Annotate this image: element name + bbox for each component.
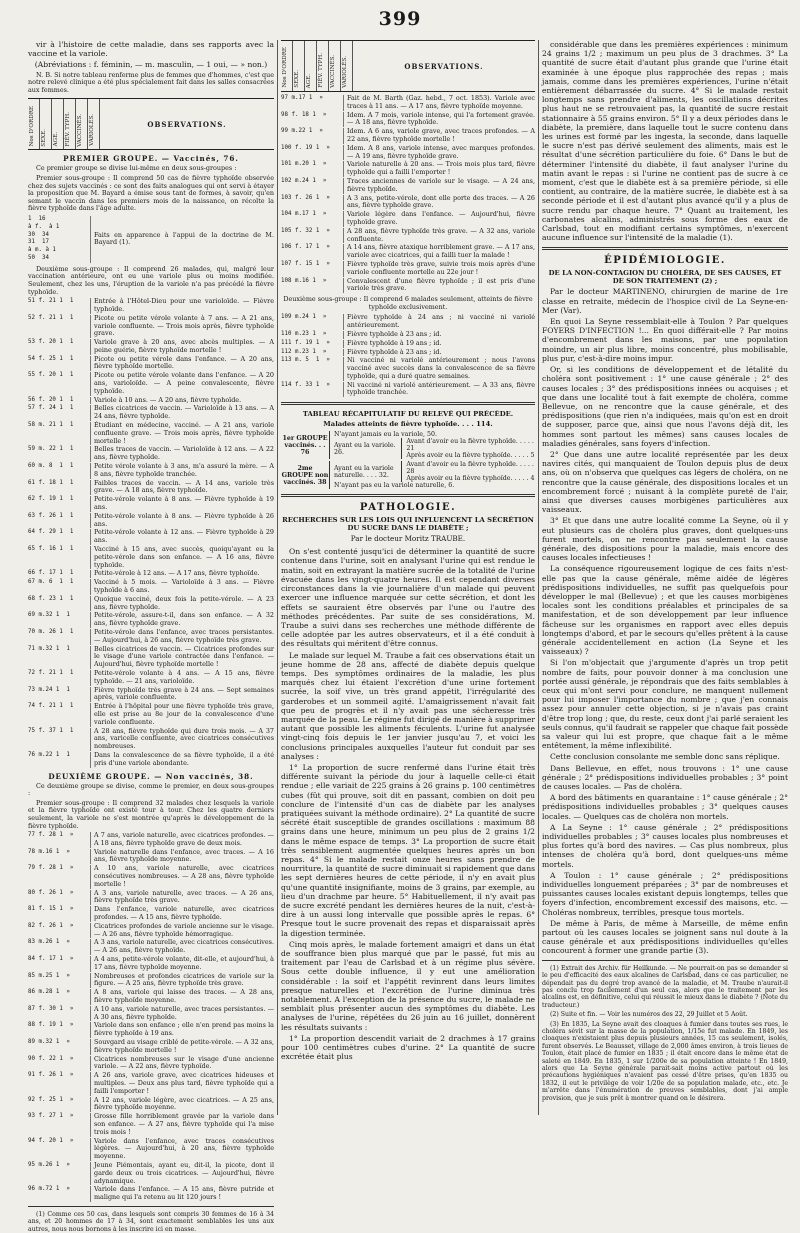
footnote: (3) En 1835, La Seyne avait des cloaques à fumier dans toutes ses rues, le choléra sévit sur la masse de la population, 1/15e fut malade. En 1849, les cloaques n'existaient plus depuis plusieurs années, 15 cas seulement, isolés, furent observés. Le Beausset, village de 2,000 âmes environ, à trois lieues de Toulon, était placé de fumier en 1835 ; il était encore dans le même état de saleté en 1849. En 1835, 1 sur 1/200e de sa population atteinte ! En 1849, alors que La Seyne générale parait-sait moins active partout où les précautions hygiéniques n'avaient pas cessé d'être prises, qu'en 1835 ou 1832, il eut le privilège de voir 1/20e de sa population malade, etc., etc. Je m'arrête dans l'énumération de preuves semblables, dont j'ai ample provision, que je suis prêt à montrer quand on le désirera. [542, 1020, 788, 1102]
header-cell: FIÈV. TYPH. [64, 99, 76, 149]
table-row [28, 646, 274, 669]
case-label: 112 m.23 1 » [281, 349, 344, 357]
header-observations: OBSERVATIONS. [147, 119, 227, 129]
column-rule [277, 40, 278, 1115]
article-body [542, 317, 788, 956]
table-row [28, 629, 274, 645]
case-label: 72 f. 21 1 1 [28, 670, 91, 686]
group-intro: Ce premier groupe se divise lui-même en deux sous-groupes : [36, 164, 237, 173]
case-label: 101 m.20 1 » [281, 161, 344, 177]
case-observation: Variole naturelle à 20 ans. — Trois mois plus tard, fièvre typhoïde qui a failli l'emporter ! [347, 160, 535, 177]
table-row [281, 128, 535, 144]
case-observation: Faibles traces de vaccin. — A 14 ans, variole très grave. — A 18 ans, fièvre typhoïde. [94, 478, 274, 495]
article-title: DE LA NON-CONTAGION DU CHOLÉRA, DE SES CAUSES, ET DE SON TRAITEMENT (2) ; [548, 269, 782, 286]
case-label: 54 f. 25 1 1 [28, 356, 91, 372]
table-row [28, 1022, 274, 1038]
case-observation: Cicatrices profondes de variole ancienne sur le visage. — A 26 ans, fièvre typhoïde hémorragique. [94, 921, 274, 938]
case-observation: Petite-vérole à 12 ans. — A 17 ans, fièvre typhoïde. [94, 569, 260, 578]
divider [542, 247, 788, 250]
recap-line: Ayant eu la variole. 26. [334, 441, 396, 456]
case-observation: Petite-vérole volante à 4 ans. — A 15 ans, fièvre typhoïde. — 21 ans, varioloïde. [94, 668, 274, 685]
case-observation: Petite-vérole volante à 8 ans. — Fièvre typhoïde à 26 ans. [94, 511, 274, 528]
table-row [281, 278, 535, 294]
case-label: 67 m. 6 1 1 [28, 579, 91, 595]
table-row [28, 463, 274, 479]
header-cell: Nos D'ORDRE [28, 99, 40, 149]
case-observation: Ni vacciné ni variolé antérieurement ; nous l'avons vacciné avec succès dans la convalescence de sa fièvre typhoïde, qui a duré quatre semaines. [347, 356, 535, 380]
recap-table [281, 431, 535, 489]
case-observation: A 3 ans, petite-vérole, dont elle porte des traces. — A 26 ans, fièvre typhoïde grave. [347, 193, 535, 210]
case-observation: Idem. A 7 mois, variole intense, qui l'a fortement gravée. — A 18 ans, fièvre typhoïde. [347, 110, 535, 127]
case-label: 58 m. 21 1 1 [28, 422, 91, 445]
paragraph: A La Seyne : 1° cause générale ; 2° prédispositions individuelles probables ; 3° causes locales plus nombreuses et plus fortes qu'à bord des navires. — Cas plus nombreux, plus intenses de choléra qu'à bord, dont quelques-uns même mortels. [542, 822, 788, 869]
group-intro: Ce deuxième groupe se divise, comme le premier, en deux sous-groupes : [28, 781, 274, 798]
divider [542, 960, 788, 961]
table-row [281, 261, 535, 277]
table-row [281, 382, 535, 398]
table-row [281, 178, 535, 194]
paragraph: Le malade sur lequel M. Traube a fait ces observations était un jeune homme de 28 ans, affecté de diabète depuis quelque temps. Des symptômes ordinaires de la maladie, les plus marqués chez lui étaient l'excrétion d'une urine fortement sucrée, la soif vive, un très grand appétit, l'irrégularité des garderobes et un sommeil agité. L'amaigrissement n'avait fait que peu de progrès et il n'y avait pas une sécheresse très marquée de la peau. Le régime fut dirigé de manière à supprimer autant que possible les aliments féculents. L'urine fut analysée vingt-cinq fois depuis le 1er janvier jusqu'au 7, et voici les conclusions principales auxquelles l'auteur fut conduit par ses analyses : [281, 650, 535, 761]
case-label: 62 f. 19 1 1 [28, 496, 91, 512]
paragraph: Cinq mois après, le malade fortement amaigri et dans un état de souffrance bien plus marqué que par le passé, fut mis au traitement par l'eau de Carlsbad et à un régime plus sévère. Sous cette double influence, il y eut une amélioration considérable : la soif et l'appétit revinrent dans leurs limites presque naturelles et l'excrétion de l'urine diminua très notablement. A l'exception de la présence du sucre, le malade ne semblait plus présenter aucun des symptômes du diabète. Les analyses de l'urine, répétées du 26 juin au 16 juillet, donnèrent les résultats suivants : [281, 939, 535, 1032]
case-label: 60 m. 8 1 1 [28, 463, 91, 479]
table-row [281, 228, 535, 244]
case-label: 88 f. 19 1 » [28, 1022, 91, 1038]
page-number: 399 [378, 8, 422, 30]
case-label: 82 f. 26 1 » [28, 923, 91, 939]
case-observation: A 8 ans, variole qui laisse des traces. — A 28 ans, fièvre typhoïde moyenne. [94, 988, 274, 1005]
case-observation: Picote ou petite vérole volante à 7 ans. — A 21 ans, variole confluente. — Trois mois après, fièvre typhoïde grave. [94, 313, 274, 338]
case-label: 63 f. 26 1 1 [28, 513, 91, 529]
case-list [28, 298, 274, 767]
case-label: 86 m.28 1 » [28, 989, 91, 1005]
paragraph: On s'est contenté jusqu'ici de déterminer la quantité de sucre contenue dans l'urine, soit en analysant l'urine qui est rendue le matin, soit en extrayant la matière sucrée de la totalité de l'urine évacuée dans les vingt-quatre heures. Il est cependant diverses circonstances dans la vie journalière d'un malade qui peuvent exercer une influence marquée sur cette sécrétion, et dont les effets se sauraient être observés par l'une ou l'autre des méthodes précédentes. Par suite de ses considérations, M. Traube a suivi dans ses recherches une méthode différente de celle adoptée par les autres observateurs, et il a été conduit à des résultats qui méritent d'être connus. [281, 547, 535, 649]
case-observation: Quoique vacciné, deux fois la petite-vérole. — A 23 ans, fièvre typhoïde. [94, 594, 274, 611]
case-observation: Fièvre typhoïde à 23 ans ; id. [347, 329, 442, 338]
case-label: 105 f. 32 1 » [281, 228, 344, 244]
case-observation: Cicatrices nombreuses sur le visage d'une ancienne variole. — A 22 ans, fièvre typhoïde. [94, 1054, 274, 1071]
header-observations: OBSERVATIONS. [404, 61, 484, 71]
divider [28, 1206, 274, 1207]
case-label: 85 m.25 1 » [28, 973, 91, 989]
case-observation: Entrée à l'hôpital pour une fièvre typhoïde très grave, elle est prise au 8e jour de la convalescence d'une variole confluente. [94, 702, 274, 726]
footnote: (1) Extrait des Archiv. für Heilkunde. — Ne pourrait-on pas se demander si le peu d'efficacité des eaux alcalines de Carlsbad, dans ce cas particulier, ne dépendait pas du degré trop avancé de la maladie, et M. Traube n'aurait-il pas conclu trop facilement d'un seul cas, alors que le traitement par les alcalins est, en définitive, celui qui réussit le mieux dans le diabète ? (Note du traducteur.) [542, 964, 788, 1009]
case-label: 74 f. 21 1 1 [28, 703, 91, 726]
table-row [28, 579, 274, 595]
case-label: 97 m.17 1 » [281, 95, 344, 111]
case-observation: Variole légère dans l'enfance. — Aujourd'hui, fièvre typhoïde grave. [347, 210, 535, 226]
case-observation: Dans la convalescence de sa fièvre typhoïde, il a été pris d'une variole abondante. [94, 750, 274, 767]
case-label: 73 m.24 1 1 [28, 687, 91, 703]
case-label: 113 m. 5 1 » [281, 357, 344, 380]
paragraph: 2° Que dans une autre localité représentée par les deux navires cités, qui manquaient de Toulon depuis plus de deux ans, où on n'observa que quelques cas légers de choléra, on ne rencontre que la cause générale, des dispositions locales et un encombrement forcé ; nuisant à la complète pureté de l'air, ainsi que diverses causes morbigènes particulières aux vaisseaux. [542, 449, 788, 515]
table-row [281, 357, 535, 380]
case-label: 93 f. 27 1 » [28, 1113, 91, 1136]
article-byline: Par le docteur Moritz TRAUBE. [350, 534, 466, 544]
table-row [28, 989, 274, 1005]
paragraph: De même à Paris, de même à Marseille, de même enfin partout où les causes locales se joignent sans nul doute à la cause générale et aux prédispositions individuelles qu'elles concourent à former une grande partie (3). [542, 918, 788, 956]
table-row [281, 244, 535, 260]
case-observation: Fièvre typhoïde très grave à 24 ans. — Sept semaines après, variole confluente. [94, 685, 274, 702]
table-row [28, 1039, 274, 1055]
case-label: 103 f. 26 1 » [281, 195, 344, 211]
table-row [28, 1097, 274, 1113]
case-observation: Idem. A 8 ans, variole intense, avec marques profondes. — A 19 ans, fièvre typhoïde grave. [347, 143, 535, 160]
footnote: (2) Suite et fin. — Voir les numéros des 22, 29 Juillet et 5 Août. [550, 1011, 748, 1019]
table-row [281, 331, 535, 339]
case-observation: Belles cicatrices de vaccin. — Cicatrices profondes sur le visage d'une variole contractée dans l'enfance. — Aujourd'hui, fièvre typhoïde mortelle ! [94, 644, 274, 669]
case-observation: A 3 ans, variole naturelle, avec cicatrices consécutives. — A 26 ans, fièvre typhoïde. [94, 938, 274, 955]
recap-line: Ayant eu la variole naturelle. . . . 32. [334, 464, 394, 479]
nb-note: N. B. Si notre tableau renferme plus de femmes que d'hommes, c'est que notre relevé clinique a été plus spécialement fait dans les salles consacrées aux femmes. [28, 70, 274, 94]
case-observation: A 12 ans, variole légère, avec cicatrices. — A 25 ans, fièvre typhoïde moyenne. [94, 1095, 274, 1112]
case-observation: Étudiant en médecine, vacciné. — A 21 ans, variole confluente grave. — Trois mois après, fièvre typhoïde mortelle ! [94, 421, 274, 445]
table-row [281, 349, 535, 357]
case-label: 69 m.32 1 1 [28, 612, 91, 628]
header-cell: VACCINÉS. [76, 99, 88, 149]
recap-line: Après avoir eu la fièvre typhoïde. . . . . 4 [406, 475, 535, 483]
table-row [28, 752, 274, 768]
case-observation: Grosse fille horriblement gravée par la variole dans son enfance. — A 27 ans, fièvre typhoïde qui l'a mise trois mois ! [94, 1112, 274, 1136]
table-row [28, 849, 274, 865]
table-row [28, 906, 274, 922]
case-observation: A 10 ans, variole naturelle, avec cicatrices consécutives nombreuses. — A 28 ans, fièvre typhoïde mortelle ! [94, 864, 274, 888]
case-label: 70 m. 26 1 1 [28, 629, 91, 645]
subgroup-text: Premier sous-groupe : Il comprend 32 malades chez lesquels la variole et la fièvre typhoïde ont existé tour à tour. Chez les quatre derniers seulement, la variole ne s'est montrée qu'après le développement de la fièvre typhoïde. [28, 798, 274, 830]
section-title: PATHOLOGIE. [359, 502, 457, 514]
case-observation: Traces anciennes de variole sur le visage. — A 24 ans, fièvre typhoïde. [347, 176, 535, 193]
table-row [28, 1006, 274, 1022]
table-row [28, 496, 274, 512]
case-observation: Vacciné à 15 ans, avec succès, quoiqu'ayant eu la petite-vérole dans son enfance. — A 16 ans, fièvre typhoïde. [94, 545, 274, 569]
table-row [28, 315, 274, 338]
subgroup-text: Premier sous-groupe : Il comprend 50 cas de fièvre typhoïde observée chez des sujets vaccinés : ce sont des faits analogues qui ont servi à étayer la proposition que M. Bayard a émise sous tant de formes, à savoir, qu'en semant le vaccin dans les premiers mois de la naissance, on récolte la fièvre typhoïde dans l'âge adulte. [28, 173, 274, 213]
table-row [28, 1138, 274, 1161]
table-row [28, 356, 274, 372]
case-label: 90 f. 22 1 » [28, 1056, 91, 1072]
paragraph: 1° La proportion de sucre renfermé dans l'urine était très différente suivant la période du jour à laquelle celle-ci était rendue ; elle variait de 225 grains à 26 grains p. 100 centimètres cubes (fût qui prouve, soit dit en passant, combien on doit peu conclure de l'intensité d'un cas de diabète par les analyses pratiquées suivant la méthode ordinaire). 2° La quantité de sucre sécrété était susceptible de grandes oscillations : maximum 88 grains dans une heure, minimum un peu plus de 2 grains 1/2 dans le même espace de temps. 3° La proportion de sucre était très sensiblement augmentée quelques heures après un bon repas. 4° Si le malade restait onze heures sans prendre de nourriture, la quantité de sucre diminuait si rapidement que dans les sept dernières heures de cette période, il n'y en avait plus qu'une quantité insignifiante, moins de 3 grains, par exemple, au lieu d'un drachme par heure. 5° Habituellement, il n'y avait pas de sucre excrété pendant les dernières heures de la nuit, c'est-à-dire à un aussi long intervalle que possible après le repas. 6° Presque tout le sucre provenait des repas et disparaissait après la digestion terminée. [281, 762, 535, 938]
case-label: 59 m. 22 1 1 [28, 446, 91, 462]
bracket-row [28, 216, 274, 263]
recap-subdetail [401, 438, 535, 459]
section-title: ÉPIDÉMIOLOGIE. [604, 255, 726, 267]
table-row [28, 298, 274, 314]
table-row [28, 612, 274, 628]
case-observation: Belles traces de vaccin. — Varioloïde à 12 ans. — A 22 ans, fièvre typhoïde. [94, 445, 274, 462]
case-label: 94 f. 20 1 » [28, 1138, 91, 1161]
case-label: 61 f. 18 1 1 [28, 480, 91, 496]
case-observation: Convalescent d'une fièvre typhoïde ; il est pris d'une variole très grave. [347, 276, 535, 293]
recap-row [281, 431, 535, 459]
case-label: 108 m.16 1 » [281, 278, 344, 294]
table-row [28, 956, 274, 972]
recap-line: N'ayant pas eu la variole naturelle, 6. [334, 482, 455, 490]
case-list [281, 95, 535, 293]
article-byline: Par le docteur MARTINENO, chirurgien de marine de 1re classe en retraite, médecin de l'hospice civil de La Seyne-en-Mer (Var). [542, 287, 788, 315]
case-observation: Petite-vérole dans l'enfance, avec traces persistantes. — Aujourd'hui, à 26 ans, fièvre typhoïde très grave. [94, 627, 274, 644]
case-observation: Jeune Piémontais, ayant eu, dit-il, la picote, dont il garde deux ou trois cicatrices. — Aujourd'hui, fièvre adynamique. [94, 1160, 274, 1185]
case-observation: Ni vacciné ni variolé antérieurement. — A 33 ans, fièvre typhoïde tranchée. [347, 380, 535, 397]
case-observation: A 28 ans, fièvre typhoïde qui dure trois mois. — A 37 ans, varicelle confluente, avec cicatrices consécutives nombreuses. [94, 726, 274, 751]
recap-detail [329, 431, 535, 459]
case-label: 107 f. 15 1 » [281, 261, 344, 277]
case-label: 75 f. 37 1 1 [28, 728, 91, 751]
table-row [28, 728, 274, 751]
case-observation: Petite vérole volante à 3 ans, m'a assuré la mère. — A 8 ans, fièvre typhoïde tranchée. [94, 462, 274, 478]
table-row [28, 687, 274, 703]
case-observation: A 4 ans, petite-vérole volante, dit-elle, et aujourd'hui, à 17 ans, fièvre typhoïde moyenne. [94, 955, 274, 971]
article-title: RECHERCHES SUR LES LOIS QUI INFLUENCENT LA SÉCRÉTION DU SUCRE DANS LE DIABÈTE ; [282, 516, 534, 533]
case-label: 100 f. 19 1 » [281, 145, 344, 161]
case-label: 71 m.32 1 1 [28, 646, 91, 669]
paragraph: En quoi La Seyne ressemblait-elle à Toulon ? Par quelques FOYERS D'INFECTION !... En quoi différait-elle ? Par moins d'encombrement dans les maisons, par une population moindre, un air plus libre, moins concentré, plus mobilisable, plus pur, c'est-à-dire moins impur. [542, 317, 788, 363]
table-row [281, 340, 535, 348]
paragraph: 3° Et que dans une autre localité comme La Seyne, où il y eut plusieurs cas de choléra plus graves, dont quelques-uns furent mortels, on ne rencontre pas seulement la cause générale, des dispositions pour la maladie, mais encore des causes locales infectieuses ! [542, 516, 788, 563]
case-observation: Petite-vérole volante à 12 ans. — Fièvre typhoïde à 29 ans. [94, 528, 274, 545]
case-observation: A 7 ans, variole naturelle, avec cicatrices profondes. — A 18 ans, fièvre typhoïde grave de deux mois. [94, 831, 274, 847]
table-row [281, 161, 535, 177]
case-observation: Variole naturelle dans l'enfance, avec traces. — A 16 ans, fièvre typhoïde moyenne. [94, 847, 274, 864]
bracket-text: Faits en apparence à l'appui de la doctrine de M. Bayard (1). [94, 230, 274, 247]
case-label: 98 f. 18 1 » [281, 112, 344, 128]
recap-row [281, 461, 535, 489]
case-label: 66 f. 17 1 1 [28, 570, 91, 578]
header-cell: AGE. [305, 41, 317, 91]
case-label: 55 f. 20 1 1 [28, 372, 91, 395]
recap-title: TABLEAU RÉCAPITULATIF DU RELEVÉ QUI PRÉCÈDE. [302, 410, 514, 419]
case-label: 76 m.22 1 1 [28, 752, 91, 768]
column-middle [281, 40, 535, 1115]
case-observation: Idem. A 6 ans, variole grave, avec traces profondes. — A 22 ans, fièvre typhoïde mortelle ! [347, 127, 535, 143]
case-observation: Fièvre typhoïde très grave, suivie trois mois après d'une variole confluente mortelle au 22e jour ! [347, 259, 535, 276]
paragraph: considérable que dans les premières expériences : minimum 24 grains 1/2 ; maximum un peu plus de 3 drachmes. 3° La quantité de sucre était d'autant plus grande que l'urine était examinée à une époque plus rapprochée des repas ; mais jamais, comme dans les premières expériences, l'urine n'était entièrement débarrassée du sucre. 4° Si le malade restait longtemps sans prendre d'aliments, les oscillations décrites plus haut ne se retrouvaient pas, la quantité de sucre restait stationnaire à 55 grains environ. 5° Il y a deux périodes dans le diabète, la première, dans laquelle tout le sucre contenu dans les urines est formé par les ingesta, la seconde, dans laquelle le sucre n'est pas dérivé seulement des aliments, mais est le résultat d'une sécrétion particulière du foie. 6° Dans le but de déterminer l'intensité du diabète, il faut analyser l'urine du matin avant le repas : si l'urine ne contient pas de sucre à ce moment, c'est que le diabète est à sa première période, si elle contient, au contraire, de la matière sucrée, le diabète est à sa seconde période et il est d'autant plus avancé qu'il y a plus de sucre rendu par chaque heure. 7° Quant au traitement, les carbonates alcalins, administrés sous forme des eaux de Carlsbad, tout en modifiant certains symptômes, n'exercent aucune influence sur l'intensité de la maladie (1). [542, 40, 788, 243]
recap-subtitle: Malades atteints de fièvre typhoïde. . . . 114. [323, 420, 493, 429]
table-row [28, 596, 274, 612]
table-row [28, 923, 274, 939]
case-label: 104 m.17 1 » [281, 211, 344, 227]
footnotes [542, 965, 788, 1102]
table-row [28, 832, 274, 848]
case-observation: Picote ou petite vérole dans l'enfance. — A 20 ans, fièvre typhoïde mortelle. [94, 354, 274, 371]
case-observation: Dans l'enfance, variole naturelle, avec cicatrices profondes. — A 15 ans, fièvre typhoïde. [94, 905, 274, 922]
table-row [28, 339, 274, 355]
case-label: 102 m.24 1 » [281, 178, 344, 194]
table-row [28, 973, 274, 989]
paragraph: Dans Bellevue, en effet, nous trouvons : 1° une cause générale ; 2° prédispositions individuelles probables ; 3° point de causes locales. — Pas de choléra. [542, 763, 788, 792]
case-label: 87 f. 30 1 » [28, 1006, 91, 1022]
case-observation: Fièvre typhoïde à 23 ans ; id. [347, 347, 442, 356]
header-cell: VACCINÉS. [329, 41, 341, 91]
footnote: (1) Comme ces 50 cas, dans lesquels sont compris 30 femmes de 16 à 34 ans, et 20 hommes de 17 à 34, sont exactement semblables les uns aux autres, nous nous bornons à les inscrire ici en masse. [28, 1210, 274, 1233]
case-observation: Fait de M. Barth (Gaz. hebd., 7 oct. 1853). Variole avec traces à 11 ans. — A 17 ans, fièvre typhoïde moyenne. [347, 94, 535, 110]
paragraph: Or, si les conditions de développement et de létalité du choléra sont positivement : 1° une cause générale ; 2° des causes locales ; 3° des prédispositions innées ou acquises ; et que dans une localité tout à fait exempte de choléra, comme Bellevue, on ne rencontre que la cause générale, et des prédispositions (que rien n'a indiquées, mais qu'on est en droit de supposer, parce que, ainsi que nous l'avons déjà dit, les hommes sont partout les mêmes) sans causes locales de maladies générales, sans foyers d'infection. [542, 365, 788, 448]
case-label: 52 f. 21 1 1 [28, 315, 91, 338]
table-row [281, 112, 535, 128]
paragraph: A Toulon : 1° cause générale ; 2° prédispositions individuelles longuement préparées ; 3° par de nombreuses et puissantes causes locales existant depuis longtemps, telles que foyers d'infection, encombrement excessif des maisons, etc. — Choléras nombreux, terribles, presque tous mortels. [542, 870, 788, 917]
case-label: 68 f. 23 1 1 [28, 596, 91, 612]
case-observation: Nombreuses et profondes cicatrices de variole sur la figure. — A 25 ans, fièvre typhoïde très grave. [94, 971, 274, 988]
case-label: 89 m.32 1 » [28, 1039, 91, 1055]
table-row [28, 670, 274, 686]
table-header [28, 98, 274, 150]
recap-detail [329, 461, 535, 489]
table-row [28, 405, 274, 421]
case-observation: Fièvre typhoïde à 19 ans ; id. [347, 338, 442, 347]
case-observation: Variole à 10 ans. — A 20 ans, fièvre typhoïde. [94, 395, 242, 404]
bracket-label: 1 16 à f. à 1 30 34 31 17 à m. à 1 50 34 [28, 216, 91, 263]
case-list [281, 314, 535, 397]
recap-line: Avant d'avoir eu la fièvre typhoïde. . . . . 28 [406, 461, 534, 476]
case-label: 111 f. 19 1 » [281, 340, 344, 348]
case-observation: Petite-vérole, assure-t-il, dans son enfance. — A 32 ans, fièvre typhoïde grave. [94, 611, 274, 628]
case-label: 79 f. 28 1 » [28, 865, 91, 888]
case-label: 81 f. 15 1 » [28, 906, 91, 922]
recap-subdetail [401, 461, 535, 482]
header-cell: VARIOLÉS. [88, 99, 100, 149]
recap-subrow [334, 461, 535, 482]
case-label: 80 f. 26 1 » [28, 890, 91, 906]
case-label: 109 m.24 1 » [281, 314, 344, 330]
header-cell: SEXE. [293, 41, 305, 91]
case-label: 51 f. 21 1 1 [28, 298, 91, 314]
case-observation: Variole dans son enfance ; elle n'en prend pas moins la fièvre typhoïde à 19 ans. [94, 1021, 274, 1038]
case-observation: Entrée à l'Hôtel-Dieu pour une varioloïde. — Fièvre typhoïde. [94, 297, 274, 313]
case-observation: A 10 ans, variole naturelle, avec traces persistantes. — A 30 ans, fièvre typhoïde. [94, 1004, 274, 1021]
recap-line: Avant d'avoir eu la fièvre typhoïde. . . . . 21 [406, 438, 534, 453]
case-observation: Variole grave à 20 ans, avec abcès multiples. — A peine guérie, fièvre typhoïde mortelle ! [94, 338, 274, 354]
divider [281, 402, 535, 405]
case-observation: Souvgard au visage criblé de petite-vérole. — A 32 ans, fièvre typhoïde mortelle ! [94, 1038, 274, 1054]
header-cell: VARIOLÉS. [341, 41, 353, 91]
case-observation: Vacciné à 5 mois. — Varioloïde à 3 ans. — Fièvre typhoïde à 6 ans. [94, 578, 274, 594]
case-label: 92 f. 25 1 » [28, 1097, 91, 1113]
recap-line: Après avoir eu la fièvre typhoïde. . . . . 5 [406, 452, 535, 460]
case-label: 83 m.26 1 » [28, 939, 91, 955]
table-row [28, 1072, 274, 1095]
case-observation: Fièvre typhoïde à 24 ans ; ni vacciné ni variolé antérieurement. [347, 313, 535, 330]
column-left [28, 40, 274, 1233]
case-label: 53 f. 20 1 1 [28, 339, 91, 355]
paragraph: Si l'on m'objectait que j'argumente d'après un trop petit nombre de faits, pour pouvoir donner à ma conclusion une portée aussi générale, je répondrais que des faits semblables à ceux qui m'ont servi pour conclure, ne manquent nullement pour lui imposer l'importance du nombre ; que j'en connais assez pour annuler cette objection, si je n'avais pas craint d'être trop long ; que, du reste, ceux dont j'ai parlé seraient les seuls connus, qu'il faudrait se rappeler que chaque fait possède sa valeur qui lui est propre, que chaque fait a le même entêtement, la même inflexibilité. [542, 658, 788, 751]
table-row [28, 865, 274, 888]
case-label: 57 f. 24 1 1 [28, 405, 91, 421]
divider [281, 494, 535, 497]
recap-group: 2me GROUPE non vaccinés. 38 [281, 464, 329, 486]
table-header [281, 40, 535, 92]
case-label: 65 f. 16 1 1 [28, 546, 91, 569]
table-row [28, 513, 274, 529]
case-label: 110 m.23 1 » [281, 331, 344, 339]
column-right [542, 40, 788, 1115]
case-observation: Belles cicatrices de vaccin. — Varioloïde à 13 ans. — A 24 ans, fièvre typhoïde. [94, 404, 274, 421]
case-observation: A 3 ans, variole naturelle, avec traces. — A 26 ans, fièvre typhoïde très grave. [94, 888, 274, 905]
article-body [281, 547, 535, 1061]
subgroup-text: Deuxième sous-groupe : Il comprend 26 malades, qui, malgré leur vaccination antérieure, ont eu une variole plus ou moins modifiée. Seulement, chez les uns, l'éruption de la variole n'a pas précédé la fièvre typhoïde. [28, 264, 274, 296]
table-row [28, 422, 274, 445]
case-label: 56 f. 20 1 1 [28, 397, 91, 405]
intro-text: vir à l'histoire de cette maladie, dans ses rapports avec la vaccine et la variole. [28, 40, 274, 59]
header-cell: FIÈV. TYPH. [317, 41, 329, 91]
case-label: 84 f. 17 1 » [28, 956, 91, 972]
column-rule [538, 40, 539, 1115]
table-row [28, 372, 274, 395]
recap-group: 1er GROUPE vaccinés. . . 76 [282, 434, 328, 456]
case-label: 78 m.16 1 » [28, 849, 91, 865]
group-title: DEUXIÈME GROUPE. — Non vaccinés, 38. [48, 771, 254, 781]
paragraph: A bord des bâtiments en quarantaine : 1° cause générale ; 2° prédispositions individuelles probables ; 3° quelques causes locales. — Quelques cas de choléra non mortels. [542, 793, 788, 821]
subgroup-text: Deuxième sous-groupe : Il comprend 6 malades seulement, atteints de fièvre typhoïde exclusivement. [283, 295, 533, 311]
recap-line: N'ayant jamais eu la variole, 50. [334, 431, 438, 439]
article-body [542, 40, 788, 242]
case-label: 77 f. 28 1 » [28, 832, 91, 848]
case-label: 96 m.72 1 » [28, 1186, 91, 1202]
table-row [28, 480, 274, 496]
recap-subrow [334, 438, 535, 459]
case-label: 114 f. 33 1 » [281, 382, 344, 398]
case-observation: A 26 ans, variole grave, avec cicatrices hideuses et multiples. — Deux ans plus tard, fièvre typhoïde qui a failli l'emporter ! [94, 1071, 274, 1095]
table-row [281, 211, 535, 227]
case-observation: A 28 ans, fièvre typhoïde très grave. — A 32 ans, variole confluente. [347, 226, 535, 243]
table-row [28, 1186, 274, 1202]
case-list [28, 832, 274, 1202]
group-title: PREMIER GROUPE. — Vaccinés, 76. [63, 154, 239, 164]
table-row [28, 703, 274, 726]
paragraph: La conséquence rigoureusement logique de ces faits n'est-elle pas que la cause générale, même aidée de légères prédispositions individuelles, ne suffit pas quelquefois pour développer le mal (Bellevue) ; et que les causes morbigènes locales sont les conditions préalables et principales de sa manifestation, et de son développement par leur influence fâcheuse sur les organismes en rapport avec elles depuis longtemps d'abord, et par le secours qu'elles prêtent à la cause générale accidentellement en action (La Seyne et les vaisseaux) ? [542, 564, 788, 657]
case-observation: Variole dans l'enfance, avec traces consécutives légères. — Aujourd'hui, à 20 ans, fièvre typhoïde moyenne. [94, 1136, 274, 1161]
table-row [281, 314, 535, 330]
abbreviations: (Abréviations : f. féminin, — m. masculin, — 1 oui, — » non.) [34, 60, 268, 70]
case-observation: Petite-vérole volante à 8 ans. — Fièvre typhoïde à 19 ans. [94, 495, 274, 512]
case-label: 64 f. 29 1 1 [28, 529, 91, 545]
table-row [281, 195, 535, 211]
case-label: 106 f. 17 1 » [281, 244, 344, 260]
paragraph: Cette conclusion consolante me semble donc sans réplique. [550, 752, 780, 762]
header-cell: Nos D'ORDRE [281, 41, 293, 91]
table-row [281, 145, 535, 161]
table-row [28, 1162, 274, 1185]
case-observation: Picote ou petite vérole volante dans l'enfance. — A 20 ans, varioloïde. — A peine convalescente, fièvre typhoïde. [94, 371, 274, 395]
table-row [28, 446, 274, 462]
header-cell: AGE. [52, 99, 64, 149]
table-row [28, 1056, 274, 1072]
table-row [281, 95, 535, 111]
case-observation: A 14 ans, fièvre ataxique horriblement grave. — A 17 ans, variole avec cicatrices, qui a failli tuer la malade ! [347, 243, 535, 260]
table-row [28, 1113, 274, 1136]
case-label: 91 f. 26 1 » [28, 1072, 91, 1095]
table-row [28, 529, 274, 545]
header-cell: SEXE. [40, 99, 52, 149]
table-row [28, 890, 274, 906]
case-label: 95 m.26 1 » [28, 1162, 91, 1185]
table-row [28, 939, 274, 955]
case-observation: Variole dans l'enfance. — A 15 ans, fièvre putride et maligne qui l'a retenu au lit 120 jours ! [94, 1185, 274, 1202]
case-label: 99 m.22 1 » [281, 128, 344, 144]
paragraph: 1° La proportion descendit variait de 2 drachmes à 17 grains pour 100 centimètres cubes d'urine. 2° La quantité de sucre excrétée était plus [281, 1033, 535, 1062]
table-row [28, 546, 274, 569]
